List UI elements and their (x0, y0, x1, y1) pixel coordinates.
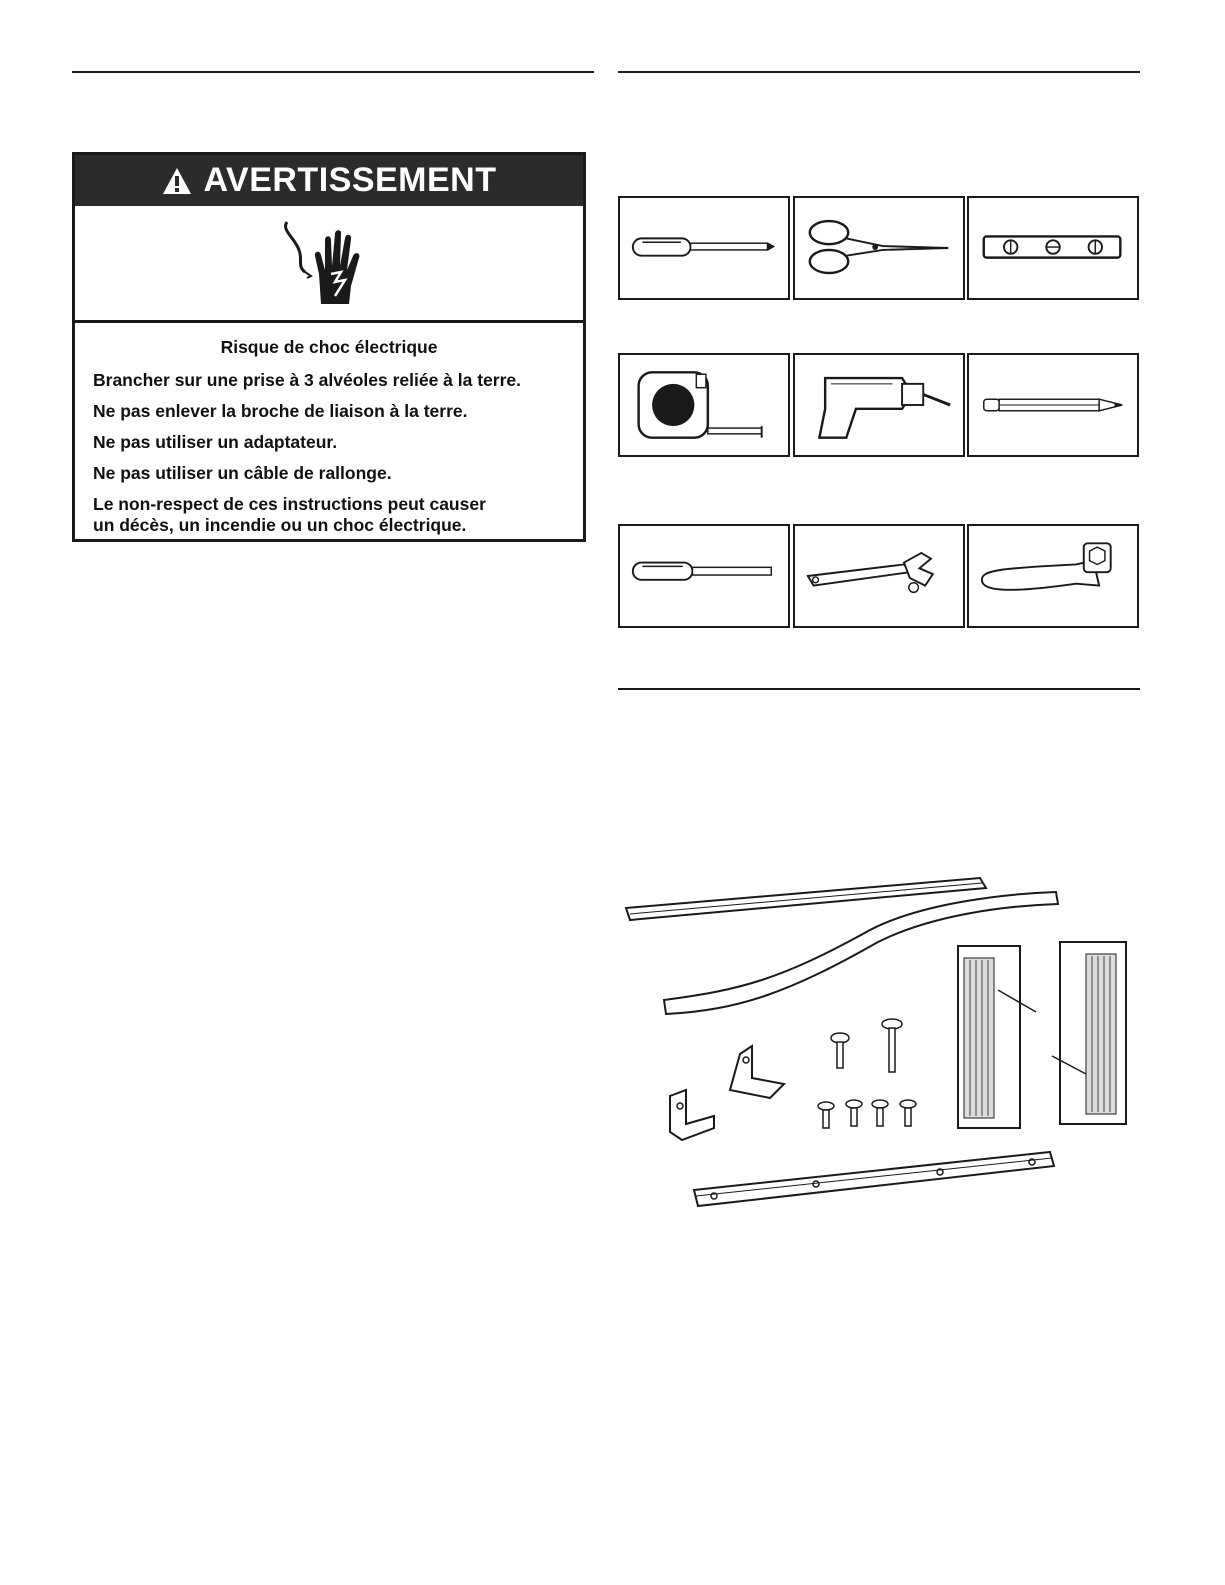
icon-panel (75, 206, 583, 323)
phillips-screwdriver-icon (620, 198, 788, 298)
warning-line: Ne pas utiliser un adaptateur. (93, 432, 338, 452)
warning-line: Ne pas utiliser un câble de rallonge. (93, 463, 392, 483)
drill-icon (795, 355, 963, 455)
tool-cell-scissors (793, 196, 965, 300)
warning-text (75, 323, 583, 536)
section-rule-tools (618, 71, 1140, 73)
warning-triangle-icon (161, 166, 193, 196)
scissors-icon (795, 198, 963, 298)
tool-cell-phillips-screwdriver (618, 196, 790, 300)
flat-screwdriver-icon (620, 526, 788, 626)
tool-cell-tape-measure (618, 353, 790, 457)
tool-cell-adjustable-wrench (793, 524, 965, 628)
level-icon (969, 198, 1137, 298)
tool-cell-level (967, 196, 1139, 300)
electric-shock-hand-icon (275, 216, 375, 316)
warning-header (75, 155, 583, 206)
tape-measure-icon (620, 355, 788, 455)
parts-illustration (620, 870, 1140, 1220)
tool-cell-drill (793, 353, 965, 457)
adjustable-wrench-icon (795, 526, 963, 626)
warning-line: Ne pas enlever la broche de liaison à la terre. (93, 401, 468, 421)
warning-subtitle: Risque de choc électrique (220, 337, 438, 357)
warning-title: AVERTISSEMENT (203, 161, 497, 199)
warning-consequence-2: un décès, un incendie ou un choc électrique. (93, 515, 467, 535)
section-rule-parts (618, 688, 1140, 690)
section-rule-left (72, 71, 594, 73)
tool-cell-pencil (967, 353, 1139, 457)
warning-line: Brancher sur une prise à 3 alvéoles reliée à la terre. (93, 370, 522, 390)
installation-parts-kit-icon (620, 870, 1140, 1220)
warning-consequence-1: Le non-respect de ces instructions peut causer (93, 494, 486, 514)
pencil-icon (969, 355, 1137, 455)
socket-wrench-icon (969, 526, 1137, 626)
tool-cell-flat-screwdriver (618, 524, 790, 628)
warning-box (72, 152, 586, 542)
tool-cell-socket-wrench (967, 524, 1139, 628)
